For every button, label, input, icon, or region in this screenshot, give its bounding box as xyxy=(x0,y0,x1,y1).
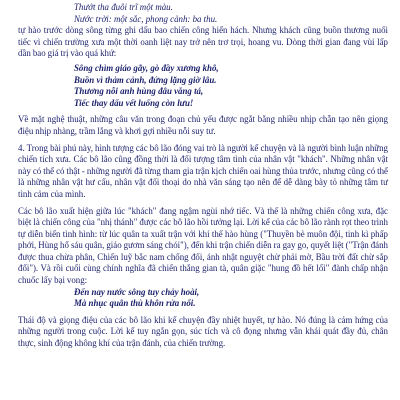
top-verse-block xyxy=(18,2,388,25)
bottom-verse-block xyxy=(18,287,388,310)
verse-line: Thương nỗi anh hùng đâu vắng tá, xyxy=(74,86,204,97)
middle-verse-block xyxy=(18,63,388,109)
paragraph-1: tự hào trước dòng sông từng ghi dấu bao chiến công hiển hách. Nhưng khách cũng buồn thương nuối tiếc vì chiến trường xưa một thời oanh liệt nay trở nên trơ trọi, hoang vu. Dòng thời gian đang vùi lấp dần bao giá trị vào quá khứ: xyxy=(18,25,388,59)
verse-line: Tiếc thay dấu vết luống còn lưu! xyxy=(74,97,194,108)
verse-line: Đến nay nước sông tuy chảy hoài, xyxy=(74,286,200,297)
paragraph-5: Thái độ và giọng điệu của các bô lão khi kể chuyện đầy nhiệt huyết, tự hào. Nó đúng là cảm hứng của những người trong cuộc. Lời kể tuy ngắn gọn, súc tích và cô đọng nhưng vẫn khái quát đầy đủ, chân thực, sinh động không khí của trận đánh, của chiến trường. xyxy=(18,314,388,349)
verse-line: Nước trời: một sắc, phong cảnh: ba thu. xyxy=(74,13,218,24)
verse-line: Buồn vì thảm cảnh, đứng lặng giờ lâu. xyxy=(74,74,217,85)
verse-line: Sông chìm giáo gãy, gò đầy xương khô, xyxy=(74,62,219,73)
paragraph-2: Về mặt nghệ thuật, những câu văn trong đoạn chủ yếu được ngắt bằng nhiều nhịp chẵn tạo nên giọng điệu nhịp nhàng, trầm lắng và khơi gợi nhiều nỗi suy tư. xyxy=(18,114,388,136)
verse-line: Thướt tha đuôi trĩ một màu. xyxy=(74,2,173,12)
paragraph-4: Các bô lão xuất hiện giữa lúc "khách" đang ngậm ngùi nhớ tiếc. Và thế là những chiến công xưa, đặc biệt là chiến công của "nhị thánh" được các bô lão hồi tưởng lại. Lời kể của các bô lão rành rọt theo trình tự diễn biến tình hình: từ lúc quân ta xuất trận với khí thế hào hùng ("Thuyền bè muôn đội, tinh kì phấp phới, Hùng hổ sáu quân, giáo gươm sáng chói"), đến khi trận chiến diễn ra gay go, quyết liệt ("Trận đánh được thua chừa phân, Chiến luỹ bắc nam chống đối, ánh nhật nguyệt chừ phải mờ, Bầu trời đất chừ sắp đổi"). Và rồi cuối cùng chính nghĩa đã chiến thắng gian tà, quân giặc "hung đồ hết lối" đành chấp nhận chuốc lấy bại vong: xyxy=(18,205,388,286)
paragraph-3: 4. Trong bài phú này, hình tượng các bô lão đóng vai trò là người kể chuyện và là người bình luận những chiến tích xưa. Các bô lão cũng đồng thời là đối tượng tâm tình của nhân vật "khách". Những nhân vật này có thể có thật - những người đã từng tham gia trận kịch chiến oai hùng thủa trước, nhưng cũng có thể là những nhân vật hư cấu, nhân vật đối thoại do nhà văn sáng tạo nên để dễ dàng bày tỏ những tâm tư tình cảm của mình. xyxy=(18,142,388,199)
verse-line: Mà nhục quân thù khôn rửa nổi. xyxy=(74,298,196,309)
